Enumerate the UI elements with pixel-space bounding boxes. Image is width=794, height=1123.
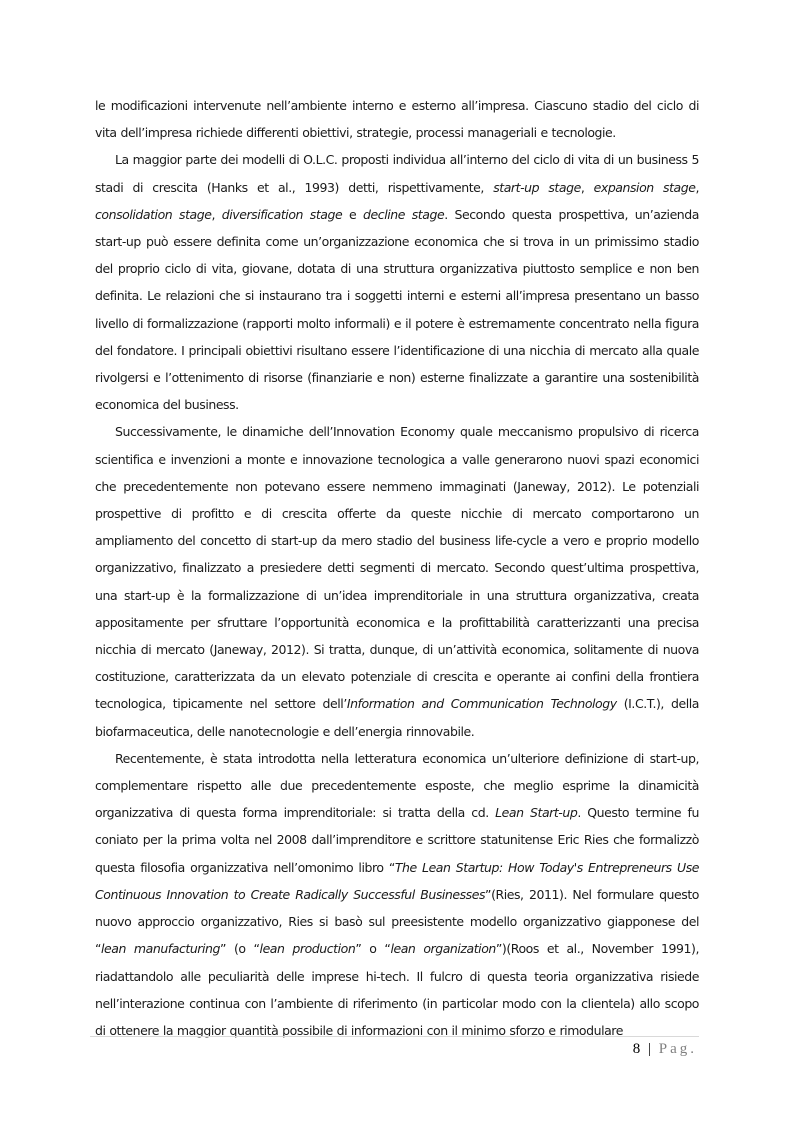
text-run: le modificazioni intervenute nell’ambiente interno e esterno all’impresa. Ciascuno stadio del ciclo di vita dell’impresa richiede differenti obiettivi, strategie, processi manageriali e tecnologie. (95, 98, 699, 141)
text-run: ” (o “ (219, 941, 260, 957)
text-run: . Secondo questa prospettiva, un’azienda start-up può essere definita come un’organizzazione economica che si trova in un primissimo stadio del proprio ciclo di vita, giovane, dotata di una struttura organizzativa piuttosto semplice e non ben definita. Le relazioni che si instaurano tra i soggetti interni e esterni all’impresa presentano un basso livello di formalizzazione (rapporti molto informali) e il potere è estremamente concentrato nella figura del fondatore. I principali obiettivi risultano essere l’identificazione di una nicchia di mercato alla quale rivolgersi e l’ottenimento di risorse (finanziarie e non) esterne finalizzate a garantire una sostenibilità economica del business. (95, 206, 699, 413)
page-label: Pag. (658, 1041, 697, 1057)
footer-divider (90, 1036, 699, 1037)
italic-term: consolidation stage (95, 206, 212, 222)
italic-term: diversification stage (221, 206, 343, 222)
italic-term: Information and Communication Technology (346, 696, 617, 712)
paragraph-p4 (95, 745, 699, 1044)
italic-term: Lean Start-up (495, 805, 578, 821)
page-number: 8 (632, 1041, 641, 1057)
italic-term: lean production (259, 941, 356, 957)
footer-separator: | (647, 1041, 651, 1057)
text-run: ” o “ (355, 941, 391, 957)
paragraph-p3 (95, 418, 699, 744)
body-text (95, 92, 699, 1044)
italic-term: expansion stage (593, 179, 696, 195)
text-run: Recentemente, è stata introdotta nella letteratura economica un’ulteriore definizione di start-up, complementare rispetto alle due precedentemente esposte, che meglio esprime la dinamicità organizzativa di questa forma imprenditoriale: si tratta della cd. (95, 750, 699, 821)
italic-term: lean organization (390, 941, 496, 957)
text-run: , (211, 206, 222, 222)
italic-term: decline stage (363, 206, 445, 222)
paragraph-p1 (95, 92, 699, 146)
text-run: ”)(Roos et al., November 1991), riadattandolo alle peculiarità delle imprese hi-tech. Il fulcro di questa teoria organizzativa risiede nell’interazione continua con l’ambiente di riferimento (in particolar modo con la clientela) allo scopo di ottenere la maggior quantità possibile di informazioni con il minimo sforzo e rimodulare (95, 941, 700, 1038)
italic-term: The Lean Startup: How Today's Entrepreneurs Use Continuous Innovation to Create Radically Successful Businesses (95, 859, 699, 902)
text-run: La maggior parte dei modelli di O.L.C. proposti individua all’interno del ciclo di vita di un business 5 stadi di crescita (Hanks et al., 1993) detti, rispettivamente, (95, 152, 699, 195)
italic-term: lean manufacturing (101, 941, 220, 957)
text-run: e (342, 206, 364, 222)
italic-term: start-up stage (493, 179, 581, 195)
text-run: Successivamente, le dinamiche dell’Innovation Economy quale meccanismo propulsivo di ricerca scientifica e invenzioni a monte e innovazione tecnologica a valle generarono nuovi spazi economici che precedentemente non potevano essere nemmeno immaginati (Janeway, 2012). Le potenziali prospettive di profitto e di crescita offerte da queste nicchie di mercato comportarono un ampliamento del concetto di start-up da mero stadio del business life-cycle a vero e proprio modello organizzativo, finalizzato a presiedere detti segmenti di mercato. Secondo quest’ultima prospettiva, una start-up è la formalizzazione di un’idea imprenditoriale in una struttura organizzativa, creata appositamente per sfruttare l’opportunità economica e la profittabilità caratterizzanti una precisa nicchia di mercato (Janeway, 2012). Si tratta, dunque, di un’attività economica, solitamente di nuova costituzione, caratterizzata da un elevato potenziale di crescita e operante ai confini della frontiera tecnologica, tipicamente nel settore dell’ (95, 424, 699, 712)
text-run: (I.C.T.), della biofarmaceutica, delle nanotecnologie e dell’energia rinnovabile. (95, 696, 699, 739)
text-run: , (695, 179, 699, 195)
text-run: ”(Ries, 2011). Nel formulare questo nuovo approccio organizzativo, Ries si basò sul preesistente modello organizzativo giapponese del “ (95, 886, 699, 957)
page-footer (633, 1041, 697, 1058)
text-run: , (580, 179, 594, 195)
paragraph-p2 (95, 146, 699, 418)
text-run: . Questo termine fu coniato per la prima volta nel 2008 dall’imprenditore e scrittore statunitense Eric Ries che formalizzò questa filosofia organizzativa nell’omonimo libro “ (95, 805, 699, 875)
